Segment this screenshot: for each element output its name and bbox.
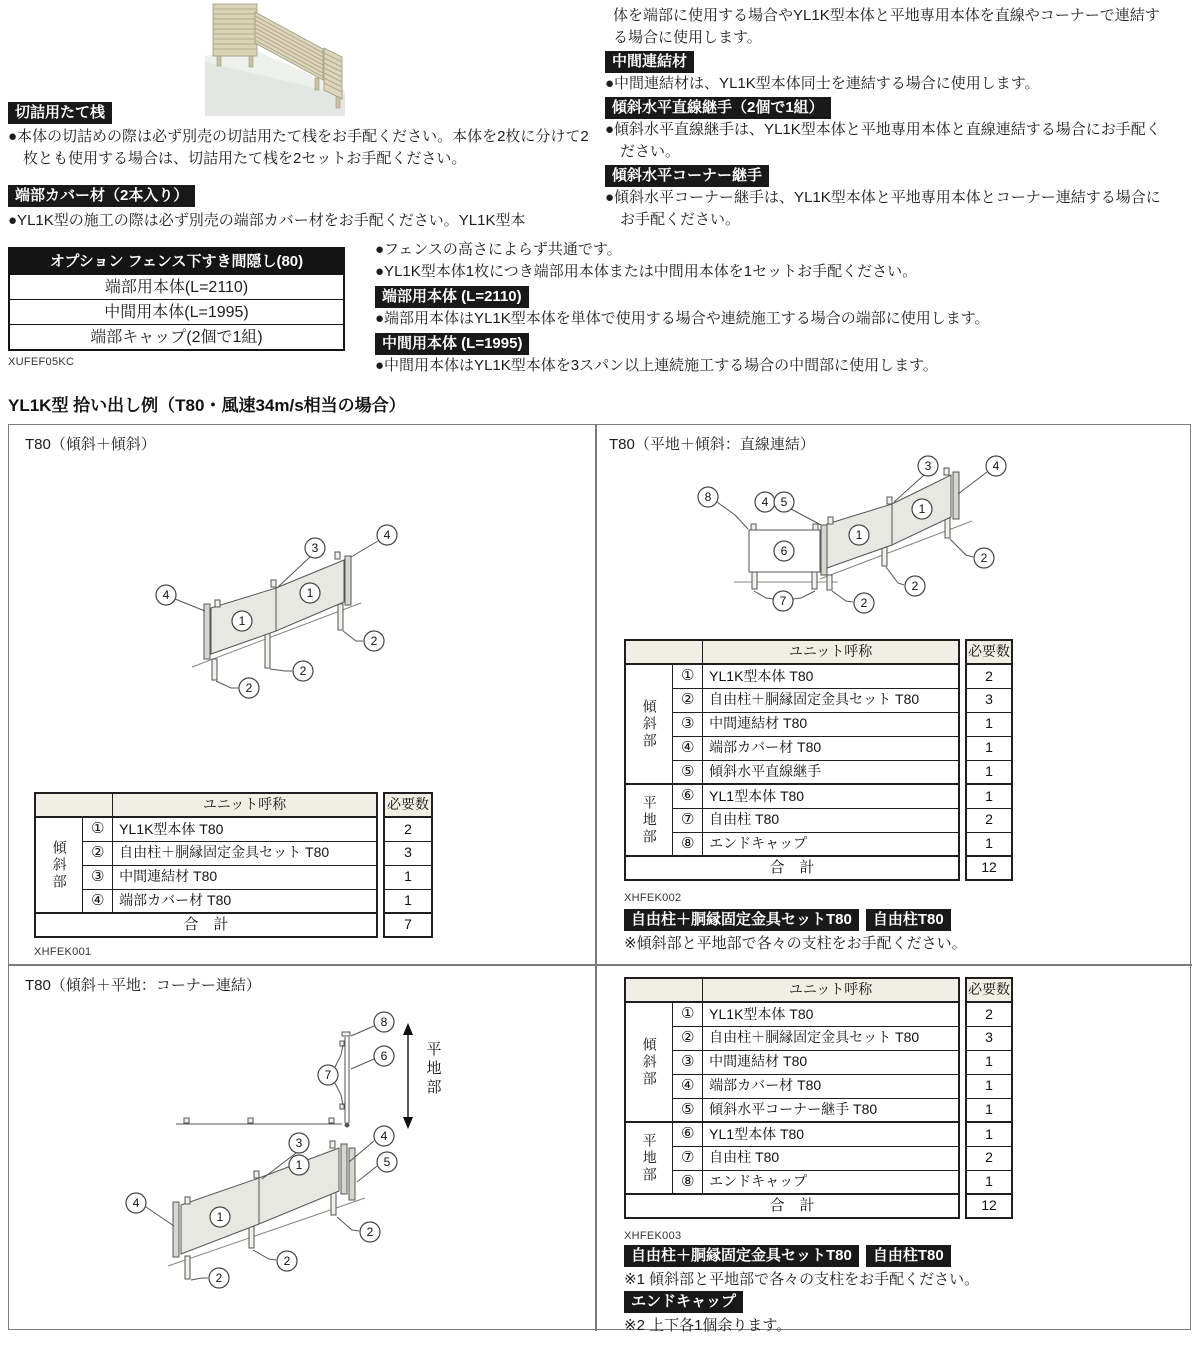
tag-keisha-corner: 傾斜水平コーナー継手 bbox=[605, 165, 769, 187]
option-table bbox=[8, 247, 345, 351]
flat-section-label: 平地部 bbox=[424, 1041, 442, 1098]
callout-2-c bbox=[337, 1217, 380, 1242]
svg-text:1: 1 bbox=[306, 586, 314, 600]
parts-table-2-qty: 必要数 2 3 1 1 1 1 2 1 12 bbox=[965, 639, 1013, 881]
table-1-code: XHFEK001 bbox=[34, 946, 92, 958]
callout-2-b bbox=[886, 567, 925, 596]
para-chukan-renketsu: ●中間連結材は、YL1K型本体同士を連結する場合に使用します。 bbox=[605, 75, 1040, 92]
svg-text:5: 5 bbox=[780, 495, 788, 509]
table-row: ⑦ 自由柱 T80 bbox=[625, 1146, 959, 1170]
table-row: ⑧ エンドキャップ bbox=[625, 1170, 959, 1194]
table-row: ② 自由柱＋胴縁固定金具セット T80 bbox=[625, 688, 959, 712]
tag-kiritsume-tatezan: 切詰用たて桟 bbox=[8, 102, 112, 124]
fence-left-section bbox=[213, 4, 257, 56]
callout-8 bbox=[351, 1012, 394, 1036]
svg-text:2: 2 bbox=[283, 1254, 291, 1268]
svg-text:2: 2 bbox=[860, 596, 868, 610]
table-row: 傾斜部 ① YL1K型本体 T80 bbox=[35, 817, 377, 841]
table-row: 平地部 ⑥ YL1型本体 T80 bbox=[625, 1122, 959, 1146]
callout-2-a bbox=[216, 678, 259, 698]
panel-label-1-b bbox=[289, 1155, 309, 1175]
option-code: XUFEF05KC bbox=[8, 356, 75, 368]
option-table-row: 端部キャップ(2個で1組) bbox=[10, 324, 343, 349]
end-cover-right bbox=[345, 556, 351, 605]
tag-endcap: エンドキャップ bbox=[624, 1291, 743, 1313]
parts-table-3 bbox=[624, 977, 1013, 1219]
callout-5 bbox=[357, 1152, 397, 1182]
callout-4-5 bbox=[755, 492, 821, 525]
svg-text:1: 1 bbox=[918, 502, 926, 516]
callout-2-b bbox=[253, 1250, 297, 1271]
svg-text:8: 8 bbox=[704, 490, 712, 504]
corner-joint-bar bbox=[349, 1148, 355, 1200]
table-row: ③ 中間連結材 T80 bbox=[35, 865, 377, 889]
qty-header: 必要数 bbox=[384, 793, 432, 817]
diagram-flat-slope-straight bbox=[595, 425, 1192, 675]
table-row: ⑦ 自由柱 T80 bbox=[625, 808, 959, 832]
panel3-title: T80（傾斜＋平地：コーナー連結） bbox=[25, 977, 261, 994]
examples-grid bbox=[8, 424, 1191, 1334]
group-label-slope: 傾斜部 bbox=[35, 817, 83, 913]
svg-text:1: 1 bbox=[238, 614, 246, 628]
table-3-code: XHFEK003 bbox=[624, 1230, 682, 1242]
parts-table-2 bbox=[624, 639, 1013, 881]
callout-7 bbox=[318, 1045, 343, 1105]
table-row: 傾斜部 ① YL1K型本体 T80 bbox=[625, 664, 959, 688]
panel-label-1-a bbox=[210, 1207, 230, 1227]
option-notes bbox=[375, 239, 1195, 377]
parts-table-1-qty: 必要数 2 3 1 1 7 bbox=[383, 792, 433, 938]
option-bullet-2: ●YL1K型本体1枚につき端部用本体または中間用本体を1セットお手配ください。 bbox=[375, 263, 918, 280]
svg-text:5: 5 bbox=[383, 1155, 391, 1169]
diagram-slope-flat-corner bbox=[9, 965, 595, 1329]
svg-text:4: 4 bbox=[761, 495, 769, 509]
para-keisha-corner: ●傾斜水平コーナー継手は、YL1K型本体と平地専用本体とコーナー連結する場合にお手配ください。 bbox=[605, 189, 1161, 228]
parts-table-3-main bbox=[624, 977, 960, 1219]
table-row: ③ 中間連結材 T80 bbox=[625, 712, 959, 736]
group-label-flat: 平地部 bbox=[625, 1122, 673, 1194]
panel-label-1-b bbox=[912, 499, 932, 519]
tag-jiyubashira-set: 自由柱＋胴縁固定金具セットT80 bbox=[624, 1245, 859, 1267]
group-label-flat: 平地部 bbox=[625, 784, 673, 856]
svg-text:8: 8 bbox=[380, 1015, 388, 1029]
table-row: ② 自由柱＋胴縁固定金具セット T80 bbox=[625, 1026, 959, 1050]
total-row: 合 計 bbox=[625, 1194, 959, 1218]
end-cover-right bbox=[341, 1144, 347, 1194]
tag-jiyubashira: 自由柱T80 bbox=[866, 1245, 951, 1267]
total-qty: 7 bbox=[384, 913, 432, 937]
callout-4-right bbox=[351, 525, 397, 557]
svg-text:1: 1 bbox=[216, 1210, 224, 1224]
qty-header: 必要数 bbox=[966, 640, 1012, 664]
option-table-header: オプション フェンス下すき間隠し(80) bbox=[10, 249, 343, 274]
tag-tanbu-hontai: 端部用本体 (L=2110) bbox=[375, 286, 529, 308]
table-row: ④ 端部カバー材 T80 bbox=[625, 1074, 959, 1098]
parts-table-1 bbox=[34, 792, 433, 938]
svg-text:4: 4 bbox=[132, 1196, 140, 1210]
table-row: 傾斜部 ① YL1K型本体 T80 bbox=[625, 1002, 959, 1026]
svg-text:3: 3 bbox=[295, 1136, 303, 1150]
panel-label-6 bbox=[774, 541, 794, 561]
svg-text:4: 4 bbox=[380, 1129, 388, 1143]
svg-text:7: 7 bbox=[779, 594, 787, 608]
section-title: YL1K型 拾い出し例（T80・風速34m/s相当の場合） bbox=[8, 396, 406, 415]
option-table-row: 中間用本体(L=1995) bbox=[10, 299, 343, 324]
table-row: ⑧ エンドキャップ bbox=[625, 832, 959, 856]
panel2-note-text: ※傾斜部と平地部で各々の支柱をお手配ください。 bbox=[624, 935, 967, 952]
svg-text:3: 3 bbox=[311, 541, 319, 555]
end-cover-left bbox=[173, 1202, 179, 1257]
svg-text:7: 7 bbox=[324, 1068, 332, 1082]
svg-text:2: 2 bbox=[980, 551, 988, 565]
svg-text:1: 1 bbox=[855, 528, 863, 542]
total-row: 合 計 bbox=[625, 856, 959, 880]
callout-6 bbox=[351, 1046, 394, 1069]
table-2-code: XHFEK002 bbox=[624, 892, 682, 904]
svg-text:6: 6 bbox=[380, 1049, 388, 1063]
end-cover-right bbox=[953, 472, 959, 519]
flat-extent-arrow bbox=[403, 1023, 442, 1129]
callout-2-b bbox=[270, 661, 313, 681]
fence-right-section bbox=[324, 48, 342, 99]
panel1-title: T80（傾斜＋傾斜） bbox=[25, 436, 156, 453]
svg-text:2: 2 bbox=[215, 1271, 223, 1285]
para-kiritsume: ●本体の切詰めの際は必ず別売の切詰用たて桟をお手配ください。本体を2枚に分けて2枚とも使用する場合は、切詰用たて桟を2セットお手配ください。 bbox=[8, 128, 589, 167]
para-continuation: 体を端部に使用する場合やYL1K型本体と平地専用本体を直線やコーナーで連結する場合に使用します。 bbox=[613, 7, 1160, 46]
svg-text:4: 4 bbox=[992, 459, 1000, 473]
svg-text:4: 4 bbox=[383, 528, 391, 542]
end-cover-left bbox=[204, 604, 210, 659]
tag-chukan-renketsu: 中間連結材 bbox=[605, 51, 694, 73]
option-bullet-1: ●フェンスの高さによらず共通です。 bbox=[375, 241, 622, 258]
callout-4-right bbox=[958, 456, 1006, 494]
parts-table-1-main bbox=[34, 792, 378, 938]
callout-8 bbox=[698, 487, 748, 529]
top-right-column bbox=[605, 5, 1170, 231]
tag-tanbu-cover: 端部カバー材（2本入り） bbox=[8, 185, 195, 207]
qty-header: 必要数 bbox=[966, 978, 1012, 1002]
callout-2-c bbox=[950, 539, 994, 568]
tag-jiyubashira-set: 自由柱＋胴縁固定金具セットT80 bbox=[624, 909, 859, 931]
table-row: ④ 端部カバー材 T80 bbox=[625, 736, 959, 760]
svg-text:2: 2 bbox=[911, 579, 919, 593]
tag-keisha-chokusen: 傾斜水平直線継手（2個で1組） bbox=[605, 97, 831, 119]
group-label-slope: 傾斜部 bbox=[625, 664, 673, 784]
callout-2-a bbox=[832, 591, 874, 613]
option-bullet-tanbu: ●端部用本体はYL1K型本体を単体で使用する場合や連続施工する場合の端部に使用します。 bbox=[375, 310, 990, 327]
unit-name-header: ユニット呼称 bbox=[703, 978, 959, 1002]
panel-label-1-a bbox=[849, 525, 869, 545]
callout-4-left bbox=[126, 1193, 174, 1226]
callout-7 bbox=[754, 591, 815, 611]
svg-text:2: 2 bbox=[299, 664, 307, 678]
svg-text:2: 2 bbox=[370, 634, 378, 648]
svg-text:2: 2 bbox=[245, 681, 253, 695]
panel-label-1-left bbox=[232, 611, 252, 631]
total-row: 合 計 bbox=[35, 913, 377, 937]
group-label-slope: 傾斜部 bbox=[625, 1002, 673, 1122]
table-row: ② 自由柱＋胴縁固定金具セット T80 bbox=[35, 841, 377, 865]
panel2-notes bbox=[624, 909, 1184, 954]
unit-name-header: ユニット呼称 bbox=[703, 640, 959, 664]
callout-2-a bbox=[191, 1268, 229, 1288]
unit-name-header: ユニット呼称 bbox=[113, 793, 377, 817]
para-keisha-chokusen: ●傾斜水平直線継手は、YL1K型本体と平地専用本体と直線連結する場合にお手配ください。 bbox=[605, 121, 1161, 160]
option-table-row: 端部用本体(L=2110) bbox=[10, 274, 343, 299]
junction-cover bbox=[821, 525, 827, 575]
panel2-title: T80（平地＋傾斜：直線連結） bbox=[609, 436, 815, 453]
table-row: ③ 中間連結材 T80 bbox=[625, 1050, 959, 1074]
svg-text:2: 2 bbox=[366, 1225, 374, 1239]
panel4-notes bbox=[624, 1245, 1184, 1336]
panel4-note-1: ※1 傾斜部と平地部で各々の支柱をお手配ください。 bbox=[624, 1271, 980, 1288]
callout-2-c bbox=[343, 631, 384, 651]
option-bullet-chukan: ●中間用本体はYL1K型本体を3スパン以上連続施工する場合の中間部に使用します。 bbox=[375, 357, 938, 374]
tag-chukan-hontai: 中間用本体 (L=1995) bbox=[375, 333, 529, 355]
parts-table-2-main bbox=[624, 639, 960, 881]
svg-text:6: 6 bbox=[780, 544, 788, 558]
panel-label-1-right bbox=[300, 583, 320, 603]
table-row: ⑤ 傾斜水平直線継手 bbox=[625, 760, 959, 784]
svg-text:3: 3 bbox=[924, 459, 932, 473]
total-qty: 12 bbox=[966, 856, 1012, 880]
diagram-slope-slope bbox=[9, 425, 595, 725]
parts-table-3-qty: 必要数 2 3 1 1 1 1 2 1 12 bbox=[965, 977, 1013, 1219]
panel4-note-2: ※2 上下各1個余ります。 bbox=[624, 1317, 792, 1334]
svg-text:4: 4 bbox=[162, 588, 170, 602]
table-row: ④ 端部カバー材 T80 bbox=[35, 889, 377, 913]
tag-jiyubashira: 自由柱T80 bbox=[866, 909, 951, 931]
callout-4-left bbox=[156, 585, 205, 611]
svg-text:1: 1 bbox=[295, 1158, 303, 1172]
total-qty: 12 bbox=[966, 1194, 1012, 1218]
para-tanbu-cover: ●YL1K型の施工の際は必ず別売の端部カバー材をお手配ください。YL1K型本 bbox=[8, 212, 526, 229]
table-row: ⑤ 傾斜水平コーナー継手 T80 bbox=[625, 1098, 959, 1122]
table-row: 平地部 ⑥ YL1型本体 T80 bbox=[625, 784, 959, 808]
fence-product-image bbox=[205, 2, 350, 118]
